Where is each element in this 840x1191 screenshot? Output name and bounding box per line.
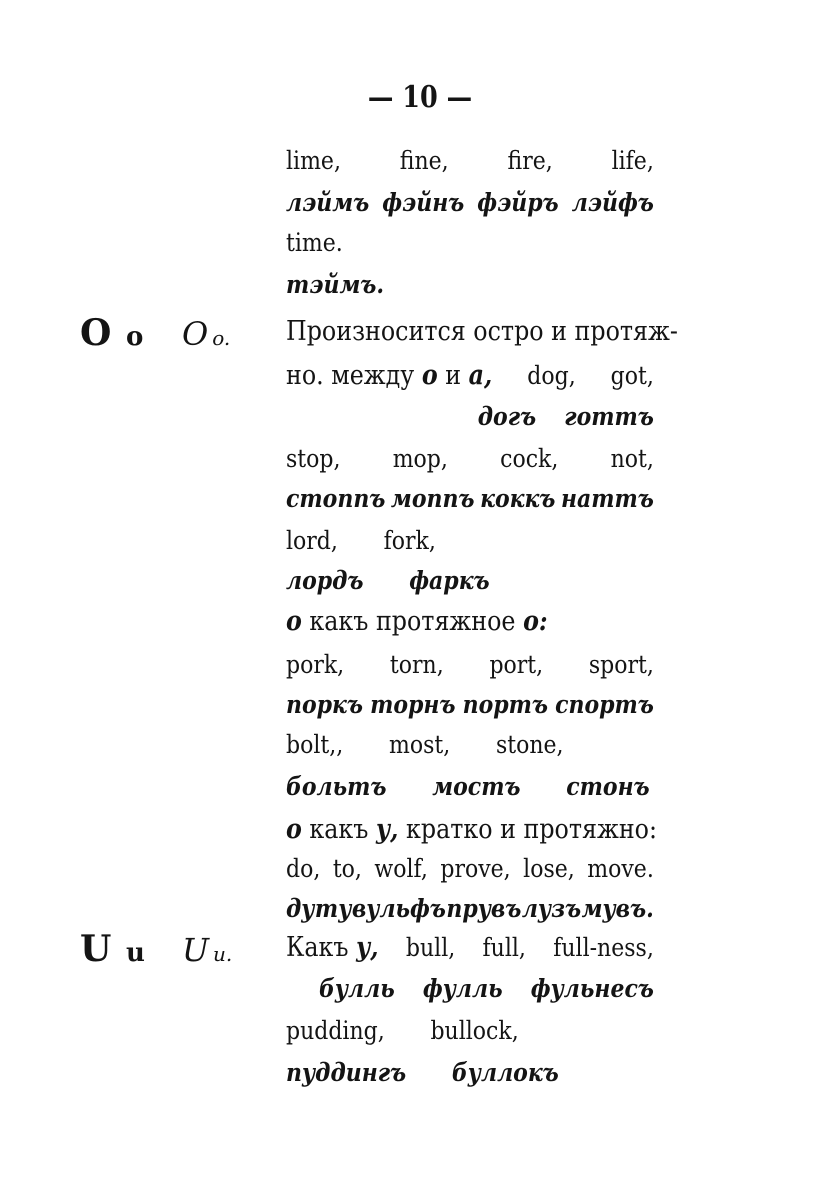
example-words-line (286, 444, 654, 484)
word: fork, (383, 526, 436, 555)
transcription: ду (286, 894, 315, 923)
transcription: стоппъ (286, 484, 386, 513)
transcription-line (286, 566, 654, 606)
word: lord, (286, 526, 338, 555)
letter-o-capital: O (80, 312, 112, 354)
transcription: фэйнъ (382, 188, 465, 217)
transcription: фульнесъ (530, 974, 654, 1003)
transcription: торнъ (370, 690, 456, 719)
transcription: пуддингъ (286, 1058, 407, 1087)
rule-text-u (286, 932, 654, 972)
letter-u-capital: U (80, 928, 112, 970)
word: wolf, (374, 854, 428, 883)
transcription: догъ (477, 402, 537, 431)
word: lime, (286, 146, 341, 175)
transcription: коккъ (480, 484, 556, 513)
transcription: лузъ (521, 894, 582, 923)
transcription: мостъ (432, 772, 521, 801)
transcription: фэйръ (477, 188, 559, 217)
word: full, (482, 933, 526, 962)
letter-o-script-lowercase: o. (212, 326, 231, 350)
word: stone, (495, 730, 564, 759)
word: life, (611, 146, 654, 175)
transcription: спортъ (555, 690, 654, 719)
word: dog, (527, 361, 576, 390)
transcription: мувъ. (581, 894, 654, 923)
example-words-line (286, 146, 654, 186)
letter-u-script-lowercase: u. (212, 942, 233, 966)
letter-u-heading (80, 928, 232, 970)
word: bull, (405, 933, 456, 962)
example-words-line (286, 650, 654, 690)
word: torn, (389, 650, 444, 679)
word: time. (286, 228, 343, 257)
example-words-line (286, 854, 654, 894)
transcription: лэйфъ (571, 188, 654, 217)
transcription: фаркъ (409, 566, 490, 595)
word: fire, (507, 146, 553, 175)
letter-o-script-capital: O (182, 315, 209, 353)
transcription-line (286, 484, 654, 524)
word: mop, (392, 444, 448, 473)
page-number: — 10 — (367, 80, 473, 115)
rule-text-o-short: о какъ у, кратко и протяжно: (286, 814, 657, 845)
transcription: моппъ (390, 484, 475, 513)
word: bullock, (430, 1016, 519, 1045)
word: full-ness, (553, 933, 654, 962)
word: lose, (523, 854, 575, 883)
word: prove, (440, 854, 511, 883)
word: fine, (399, 146, 449, 175)
letter-u-lowercase: u (126, 938, 145, 968)
example-words-line (286, 526, 654, 566)
transcription-line (286, 772, 654, 812)
word: got, (610, 361, 654, 390)
word: do, (286, 854, 321, 883)
example-words-line (286, 228, 654, 268)
transcription: поркъ (286, 690, 363, 719)
rule-text-o-long: о какъ протяжное о: (286, 606, 548, 637)
word: cock, (500, 444, 559, 473)
word: not, (610, 444, 654, 473)
rule-text: но. между о и а, (286, 360, 493, 391)
transcription-line (286, 270, 654, 310)
letter-o-heading (80, 312, 230, 354)
transcription-line (286, 690, 654, 730)
transcription-line (286, 188, 654, 228)
transcription: больтъ (286, 772, 387, 801)
transcription: фулль (422, 974, 503, 1003)
word: stop, (286, 444, 341, 473)
transcription: лордъ (286, 566, 364, 595)
transcription-line (286, 402, 654, 442)
transcription: булль (318, 974, 395, 1003)
transcription-line (286, 974, 654, 1014)
transcription: наттъ (560, 484, 654, 513)
transcription-line (286, 1058, 654, 1098)
transcription: прувъ (446, 894, 522, 923)
word: port, (489, 650, 544, 679)
word: most, (388, 730, 451, 759)
word: pudding, (286, 1016, 385, 1045)
word: pork, (286, 650, 345, 679)
transcription-line (286, 894, 654, 934)
transcription: буллокъ (451, 1058, 559, 1087)
word: to, (332, 854, 362, 883)
transcription: ту (314, 894, 352, 923)
transcription: готтъ (564, 402, 654, 431)
word: bolt,, (286, 730, 344, 759)
transcription: стонъ (566, 772, 650, 801)
rule-text: Какъ у, (286, 932, 379, 963)
rule-text-o: Произносится остро и протяж- (286, 316, 678, 347)
transcription: портъ (462, 690, 548, 719)
transcription: вульфъ (351, 894, 446, 923)
word: move. (587, 854, 654, 883)
example-words-line (286, 730, 654, 770)
transcription: лэймъ (286, 188, 370, 217)
transcription: тэймъ. (286, 270, 385, 299)
example-words-line (286, 1016, 654, 1056)
letter-u-script-capital: U (182, 931, 209, 969)
rule-text-o-continued (286, 360, 654, 400)
letter-o-lowercase: o (126, 322, 144, 352)
word: sport, (588, 650, 654, 679)
